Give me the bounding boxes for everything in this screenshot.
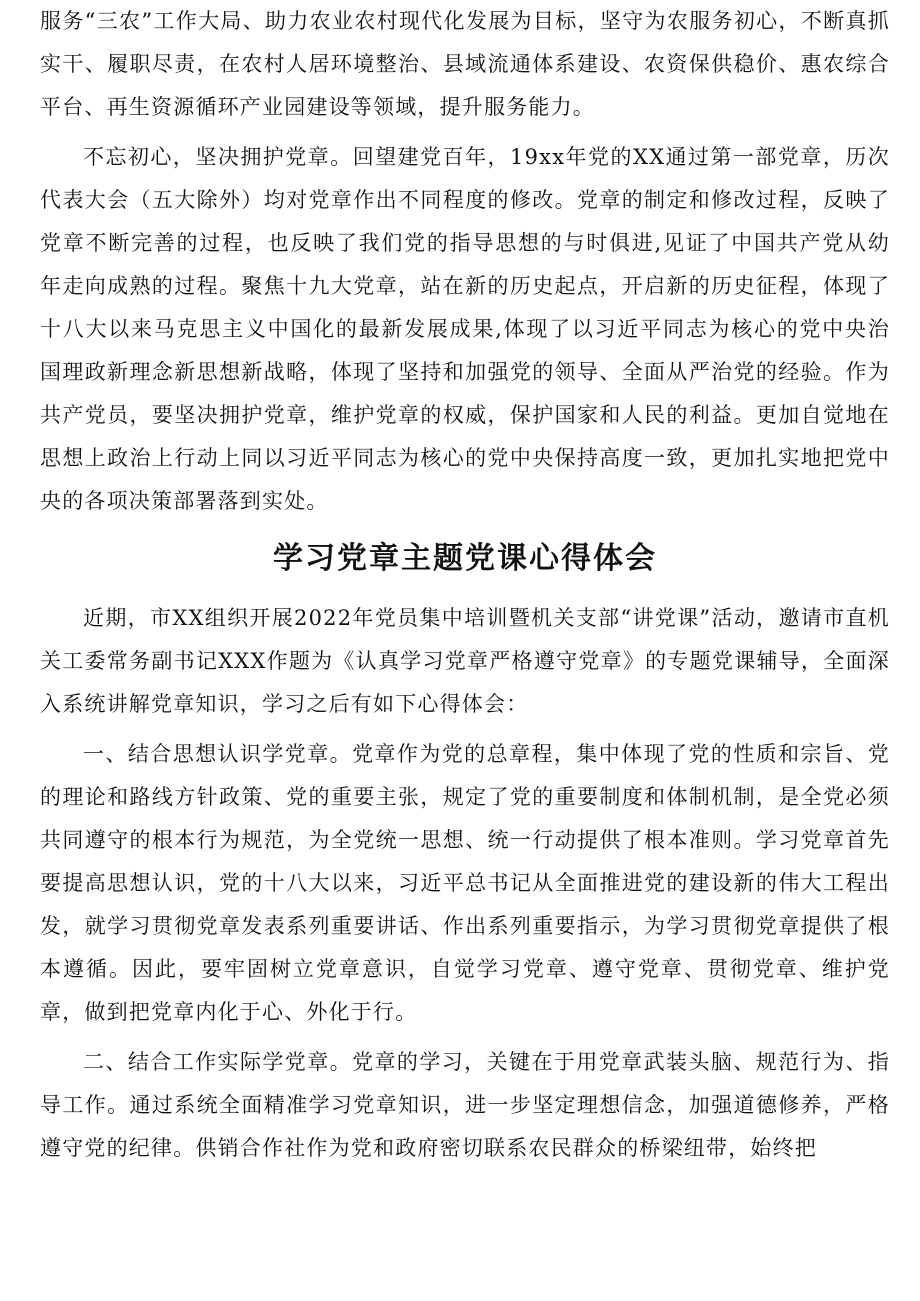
paragraph-point-one: 一、结合思想认识学党章。党章作为党的总章程，集中体现了党的性质和宗旨、党的理论和路线方针政策、党的重要主张，规定了党的重要制度和体制机制，是全党必须共同遵守的根本行为规范，为全党统一思想、统一行动提供了根本准则。学习党章首先要提高思想认识，党的十八大以来，习近平总书记从全面推进党的建设新的伟大工程出发，就学习贯彻党章发表系列重要讲话、作出系列重要指示，为学习贯彻党章提供了根本遵循。因此，要牢固树立党章意识，自觉学习党章、遵守党章、贯彻党章、维护党章，做到把党章内化于心、外化于行。 — [40, 742, 890, 1024]
paragraph-continued: 服务“三农”工作大局、助力农业农村现代化发展为目标，坚守为农服务初心，不断真抓实干、履职尽责，在农村人居环境整治、县域流通体系建设、农资保供稳价、惠农综合平台、再生资源循环产业园建设等领域，提升服务能力。 — [40, 9, 890, 119]
section-title: 学习党章主题党课心得体会 — [273, 541, 657, 576]
paragraph-party-constitution: 不忘初心，坚决拥护党章。回望建党百年，19xx年党的XX通过第一部党章，历次代表大会（五大除外）均对党章作出不同程度的修改。党章的制定和修改过程，反映了党章不断完善的过程，也反映了我们党的指导思想的与时俱进,见证了中国共产党从幼年走向成熟的过程。聚焦十九大党章，站在新的历史起点，开启新的历史征程，体现了十八大以来马克思主义中国化的最新发展成果,体现了以习近平同志为核心的党中央治国理政新理念新思想新战略，体现了坚持和加强党的领导、全面从严治党的经验。作为共产党员，要坚决拥护党章，维护党章的权威，保护国家和人民的利益。更加自觉地在思想上政治上行动上同以习近平同志为核心的党中央保持高度一致，更加扎实地把党中央的各项决策部署落到实处。 — [40, 145, 890, 513]
paragraph-intro: 近期，市XX组织开展2022年党员集中培训暨机关支部“讲党课”活动，邀请市直机关工委常务副书记XXX作题为《认真学习党章严格遵守党章》的专题党课辅导，全面深入系统讲解党章知识，学习之后有如下心得体会： — [40, 606, 890, 716]
document-page — [40, 0, 890, 1170]
paragraph-point-two: 二、结合工作实际学党章。党章的学习，关键在于用党章武装头脑、规范行为、指导工作。通过系统全面精准学习党章知识，进一步坚定理想信念，加强道德修养，严格遵守党的纪律。供销合作社作为党和政府密切联系农民群众的桥梁纽带，始终把 — [40, 1050, 890, 1160]
